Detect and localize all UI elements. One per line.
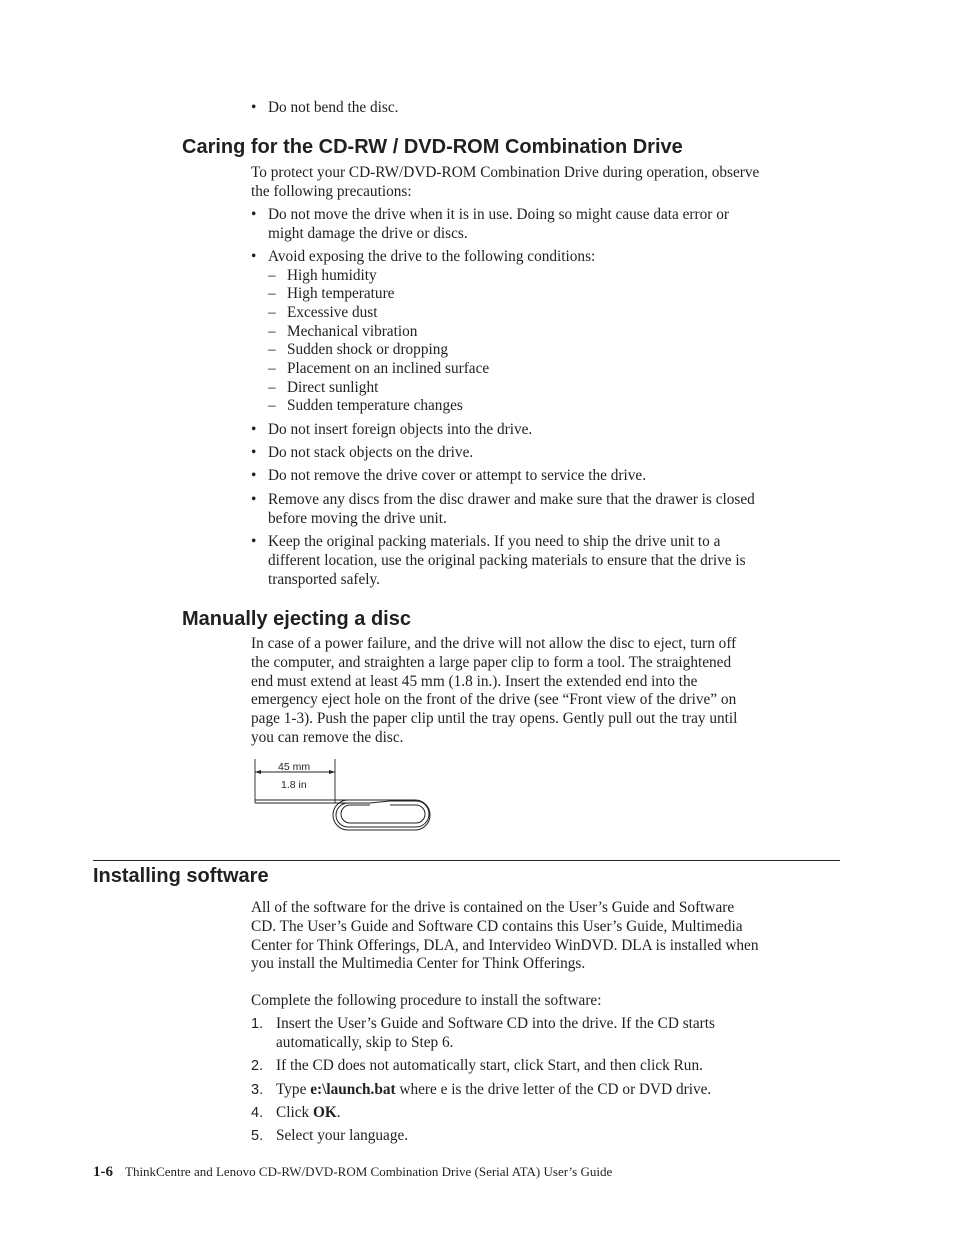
bullet-mark: • [251, 444, 257, 461]
text-line: In case of a power failure, and the drive will not allow the disc to eject, turn off [251, 635, 737, 652]
list-item-text: Do not bend the disc. [268, 99, 399, 116]
dash-mark: – [268, 360, 276, 377]
text-line: CD. The User’s Guide and Software CD contains this User’s Guide, Multimedia [251, 917, 743, 935]
step-number: 2. [251, 1058, 264, 1074]
section-heading-installing: Installing software [93, 865, 269, 887]
step-text [276, 1081, 836, 1100]
dash-mark: – [268, 323, 276, 340]
sub-list-item-text: Placement on an inclined surface [287, 360, 490, 377]
button-name-text: OK [312, 1104, 337, 1121]
sub-list-item-text: Mechanical vibration [287, 323, 418, 340]
footer-title: ThinkCentre and Lenovo CD-RW/DVD-ROM Combination Drive (Serial ATA) User’s Guide [125, 1164, 613, 1179]
bullet-mark: • [251, 533, 257, 550]
list-item-text [268, 491, 840, 529]
text-line: the computer, and straighten a large paper clip to form a tool. The straightened [251, 653, 732, 671]
step-text-pre: Click [276, 1104, 313, 1121]
dash-mark: – [268, 397, 276, 414]
text-line: Keep the original packing materials. If you need to ship the drive unit to a [268, 533, 721, 550]
text-line: emergency eject hole on the front of the drive (see “Front view of the drive” on [251, 691, 737, 709]
text-line: you install the Multimedia Center for Think Offerings. [251, 955, 586, 973]
section-heading-ejecting: Manually ejecting a disc [182, 608, 411, 630]
step-text [276, 1015, 836, 1053]
text-line: page 1-3). Push the paper clip until the tray opens. Gently pull out the tray until [251, 710, 738, 728]
step-text: If the CD does not automatically start, click Start, and then click Run. [276, 1057, 703, 1074]
figure-label-mm: 45 mm [278, 761, 311, 773]
bullet-mark: • [251, 491, 257, 508]
step-text: Select your language. [276, 1127, 409, 1144]
procedure-intro: Complete the following procedure to install the software: [251, 992, 602, 1009]
step-number: 1. [251, 1016, 264, 1032]
step-text-post: . [336, 1104, 341, 1121]
sub-list-item-text: High humidity [287, 267, 377, 284]
step-number: 3. [251, 1082, 264, 1098]
paragraph-ejecting [251, 635, 841, 748]
sub-list-item-text: Sudden shock or dropping [287, 341, 449, 358]
step-text-pre: Type [276, 1081, 311, 1098]
text-line: might damage the drive or discs. [268, 224, 468, 242]
section-heading-caring: Caring for the CD-RW / DVD-ROM Combination Drive [182, 136, 683, 158]
sub-list-item-text: Excessive dust [287, 304, 378, 321]
list-item-text [268, 206, 840, 244]
paragraph-installing [251, 899, 841, 974]
text-line: different location, use the original packing materials to ensure that the drive is [268, 551, 746, 569]
text-line: automatically, skip to Step 6. [276, 1033, 454, 1051]
list-item-text: Avoid exposing the drive to the following conditions: [268, 248, 596, 265]
text-line: Remove any discs from the disc drawer and make sure that the drawer is closed [268, 491, 755, 508]
list-item-text: Do not stack objects on the drive. [268, 444, 474, 461]
section-divider [93, 860, 840, 861]
text-line: before moving the drive unit. [268, 509, 447, 527]
dash-mark: – [268, 304, 276, 321]
step-number: 4. [251, 1105, 264, 1121]
text-line: transported safely. [268, 570, 380, 588]
bullet-mark: • [251, 99, 257, 116]
bullet-mark: • [251, 206, 257, 223]
step-number: 5. [251, 1128, 264, 1144]
list-item-text: Do not remove the drive cover or attempt to service the drive. [268, 467, 647, 484]
dash-mark: – [268, 379, 276, 396]
page-footer [93, 1163, 853, 1182]
text-line: Center for Think Offerings, DLA, and Intervideo WinDVD. DLA is installed when [251, 936, 759, 954]
bullet-mark: • [251, 421, 257, 438]
list-item-text: Do not insert foreign objects into the drive. [268, 421, 533, 438]
paper-clip-figure [250, 755, 435, 835]
text-line: All of the software for the drive is contained on the User’s Guide and Software [251, 899, 735, 916]
bullet-mark: • [251, 248, 257, 265]
sub-list-item-text: Direct sunlight [287, 379, 379, 396]
bullet-mark: • [251, 467, 257, 484]
step-text-post: where e is the drive letter of the CD or DVD drive. [395, 1081, 712, 1098]
sub-list-item-text: Sudden temperature changes [287, 397, 463, 414]
dash-mark: – [268, 285, 276, 302]
text-line: the following precautions: [251, 182, 412, 200]
text-line: you can remove the disc. [251, 728, 404, 746]
dash-mark: – [268, 341, 276, 358]
command-text: e:\launch.bat [310, 1081, 396, 1098]
text-line: Insert the User’s Guide and Software CD into the drive. If the CD starts [276, 1015, 715, 1032]
figure-label-in: 1.8 in [281, 779, 307, 791]
paragraph-intro [251, 164, 841, 202]
step-text [276, 1104, 836, 1123]
page-number: 1-6 [93, 1164, 113, 1180]
text-line: end must extend at least 45 mm (1.8 in.). Insert the extended end into the [251, 672, 698, 690]
sub-list-item-text: High temperature [287, 285, 395, 302]
list-item-text [268, 533, 840, 589]
text-line: To protect your CD-RW/DVD-ROM Combination Drive during operation, observe [251, 164, 760, 181]
dash-mark: – [268, 267, 276, 284]
text-line: Do not move the drive when it is in use. Doing so might cause data error or [268, 206, 729, 223]
